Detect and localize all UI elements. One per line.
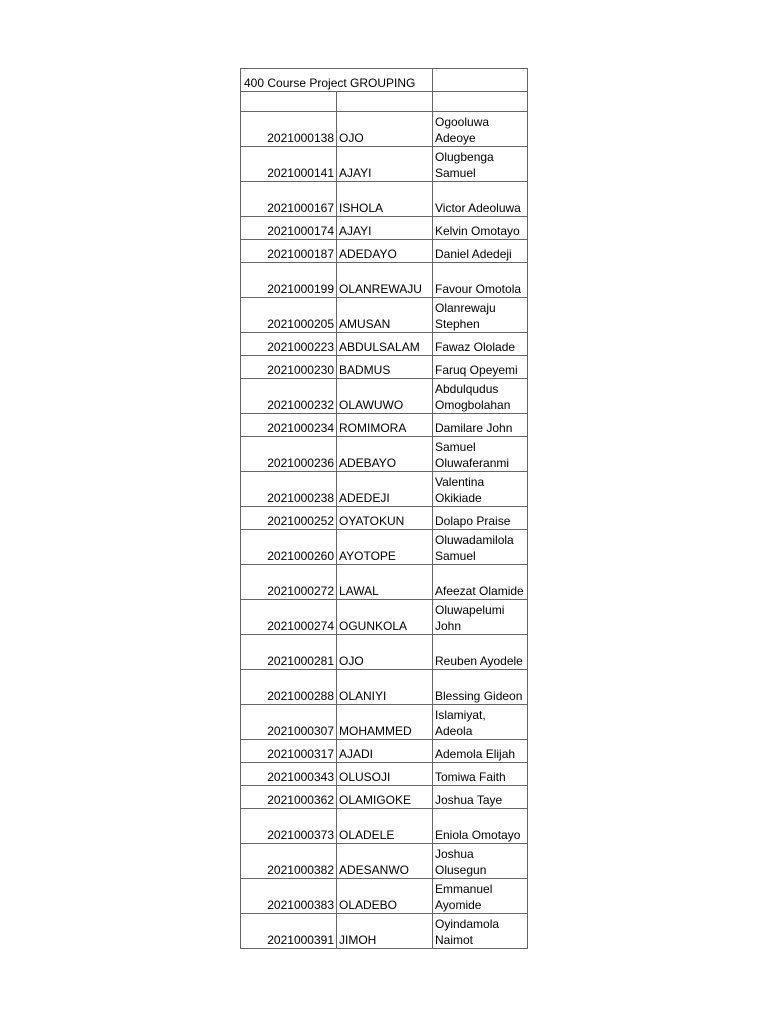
table-row [241,414,528,437]
surname-cell: OLANIYI [337,670,433,705]
student-id-cell: 2021000238 [241,472,337,507]
student-id-cell: 2021000138 [241,112,337,147]
student-id-cell: 2021000362 [241,786,337,809]
other-names-cell: Reuben Ayodele [433,635,528,670]
surname-cell: AJADI [337,740,433,763]
surname-cell: ADEBAYO [337,437,433,472]
surname-cell: AMUSAN [337,298,433,333]
student-id-cell: 2021000382 [241,844,337,879]
table-row [241,844,528,879]
table-row [241,670,528,705]
table-row [241,333,528,356]
table-row [241,565,528,600]
other-names-cell: Dolapo Praise [433,507,528,530]
table-row [241,379,528,414]
student-id-cell: 2021000141 [241,147,337,182]
other-names-cell: Daniel Adedeji [433,240,528,263]
table-row [241,786,528,809]
empty-cell [433,69,528,92]
table-row [241,147,528,182]
student-id-cell: 2021000274 [241,600,337,635]
table-title: 400 Course Project GROUPING [241,69,433,92]
grouping-table-body [241,69,528,949]
empty-cell [433,92,528,112]
table-row [241,914,528,949]
surname-cell: ADEDAYO [337,240,433,263]
student-id-cell: 2021000230 [241,356,337,379]
surname-cell: OLADEBO [337,879,433,914]
surname-cell: OLUSOJI [337,763,433,786]
table-row [241,635,528,670]
other-names-cell: Olugbenga Samuel [433,147,528,182]
student-id-cell: 2021000199 [241,263,337,298]
other-names-cell: Islamiyat, Adeola [433,705,528,740]
other-names-cell: Ogooluwa Adeoye [433,112,528,147]
other-names-cell: Faruq Opeyemi [433,356,528,379]
table-row [241,437,528,472]
surname-cell: OLAMIGOKE [337,786,433,809]
other-names-cell: Blessing Gideon [433,670,528,705]
student-id-cell: 2021000288 [241,670,337,705]
other-names-cell: Oyindamola Naimot [433,914,528,949]
surname-cell: OLADELE [337,809,433,844]
other-names-cell: Valentina Okikiade [433,472,528,507]
table-row [241,263,528,298]
student-id-cell: 2021000234 [241,414,337,437]
surname-cell: BADMUS [337,356,433,379]
table-row [241,472,528,507]
table-row [241,600,528,635]
surname-cell: OJO [337,635,433,670]
table-row [241,298,528,333]
other-names-cell: Eniola Omotayo [433,809,528,844]
other-names-cell: Abdulqudus Omogbolahan [433,379,528,414]
surname-cell: OLAWUWO [337,379,433,414]
student-id-cell: 2021000281 [241,635,337,670]
table-row [241,217,528,240]
table-row [241,705,528,740]
student-id-cell: 2021000343 [241,763,337,786]
blank-row [241,92,528,112]
student-id-cell: 2021000260 [241,530,337,565]
surname-cell: ADEDEJI [337,472,433,507]
other-names-cell: Afeezat Olamide [433,565,528,600]
other-names-cell: Kelvin Omotayo [433,217,528,240]
other-names-cell: Favour Omotola [433,263,528,298]
other-names-cell: Olanrewaju Stephen [433,298,528,333]
surname-cell: OYATOKUN [337,507,433,530]
student-id-cell: 2021000187 [241,240,337,263]
table-row [241,182,528,217]
table-row [241,507,528,530]
other-names-cell: Victor Adeoluwa [433,182,528,217]
other-names-cell: Damilare John [433,414,528,437]
student-id-cell: 2021000307 [241,705,337,740]
table-row [241,763,528,786]
student-id-cell: 2021000232 [241,379,337,414]
surname-cell: ISHOLA [337,182,433,217]
surname-cell: AYOTOPE [337,530,433,565]
other-names-cell: Samuel Oluwaferanmi [433,437,528,472]
student-id-cell: 2021000167 [241,182,337,217]
other-names-cell: Fawaz Ololade [433,333,528,356]
table-row [241,112,528,147]
other-names-cell: Ademola Elijah [433,740,528,763]
student-id-cell: 2021000252 [241,507,337,530]
other-names-cell: Oluwapelumi John [433,600,528,635]
surname-cell: JIMOH [337,914,433,949]
student-id-cell: 2021000373 [241,809,337,844]
other-names-cell: Joshua Olusegun [433,844,528,879]
surname-cell: OJO [337,112,433,147]
student-id-cell: 2021000205 [241,298,337,333]
student-id-cell: 2021000272 [241,565,337,600]
other-names-cell: Tomiwa Faith [433,763,528,786]
table-row [241,740,528,763]
table-row [241,809,528,844]
surname-cell: AJAYI [337,217,433,240]
student-id-cell: 2021000223 [241,333,337,356]
surname-cell: ADESANWO [337,844,433,879]
table-row [241,356,528,379]
student-id-cell: 2021000174 [241,217,337,240]
title-row [241,69,528,92]
student-id-cell: 2021000236 [241,437,337,472]
empty-cell [337,92,433,112]
surname-cell: ROMIMORA [337,414,433,437]
other-names-cell: Joshua Taye [433,786,528,809]
table-row [241,240,528,263]
surname-cell: ABDULSALAM [337,333,433,356]
surname-cell: LAWAL [337,565,433,600]
surname-cell: OLANREWAJU [337,263,433,298]
empty-cell [241,92,337,112]
student-id-cell: 2021000383 [241,879,337,914]
student-id-cell: 2021000317 [241,740,337,763]
other-names-cell: Oluwadamilola Samuel [433,530,528,565]
other-names-cell: Emmanuel Ayomide [433,879,528,914]
table-row [241,530,528,565]
table-row [241,879,528,914]
grouping-table [240,68,528,949]
student-id-cell: 2021000391 [241,914,337,949]
surname-cell: MOHAMMED [337,705,433,740]
surname-cell: OGUNKOLA [337,600,433,635]
surname-cell: AJAYI [337,147,433,182]
